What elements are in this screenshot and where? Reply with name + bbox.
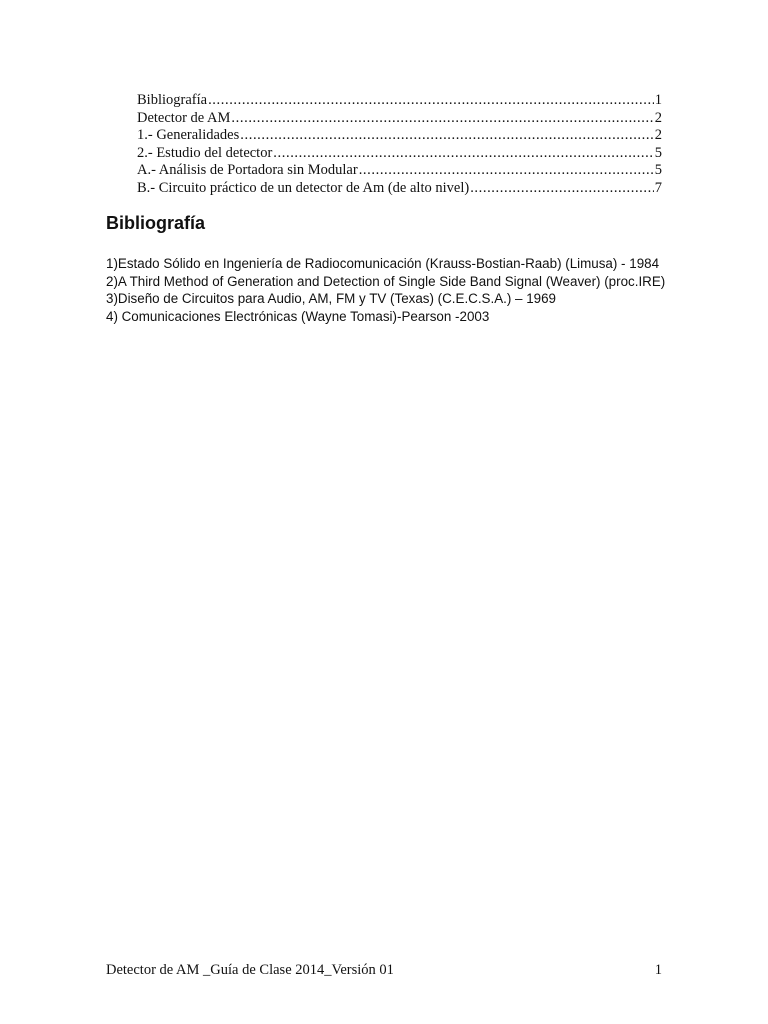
toc-entry-title: Detector de AM xyxy=(137,109,231,126)
toc-entry-estudio-del-detector[interactable] xyxy=(137,145,662,163)
toc-dot-leader xyxy=(240,127,653,145)
bibliography-list xyxy=(106,255,666,325)
toc-entry-title: Bibliografía xyxy=(137,92,208,108)
toc-entry-title: A.- Análisis de Portadora sin Modular xyxy=(137,162,358,179)
toc-entry-page: 1 xyxy=(654,92,662,108)
footer-document-title: Detector de AM _Guía de Clase 2014_Versión 01 xyxy=(106,962,394,978)
table-of-contents xyxy=(137,92,662,198)
toc-entry-generalidades[interactable] xyxy=(137,127,662,145)
toc-dot-leader xyxy=(470,180,654,198)
bibliography-item: 2)A Third Method of Generation and Detection of Single Side Band Signal (Weaver) (proc.IRE) xyxy=(106,273,666,289)
toc-dot-leader xyxy=(231,110,653,128)
page-footer xyxy=(106,961,662,979)
toc-entry-page: 7 xyxy=(654,179,662,196)
toc-entry-page: 5 xyxy=(654,162,662,179)
toc-entry-detector-de-am[interactable] xyxy=(137,110,662,128)
bibliography-item: 1)Estado Sólido en Ingeniería de Radiocomunicación (Krauss-Bostian-Raab) (Limusa) - 1984 xyxy=(106,256,660,271)
toc-entry-circuito-practico[interactable] xyxy=(137,180,662,198)
bibliography-item: 4) Comunicaciones Electrónicas (Wayne Tomasi)-Pearson -2003 xyxy=(106,308,490,324)
bibliography-heading: Bibliografía xyxy=(106,213,206,233)
toc-dot-leader xyxy=(273,145,653,163)
toc-entry-title: 1.- Generalidades xyxy=(137,127,240,144)
footer-page-number: 1 xyxy=(654,962,662,978)
toc-entry-title: 2.- Estudio del detector xyxy=(137,144,273,161)
toc-dot-leader xyxy=(208,92,654,110)
toc-entry-page: 5 xyxy=(654,144,662,161)
toc-entry-analisis-portadora[interactable] xyxy=(137,162,662,180)
toc-entry-page: 2 xyxy=(654,127,662,144)
bibliography-item: 3)Diseño de Circuitos para Audio, AM, FM y TV (Texas) (C.E.C.S.A.) – 1969 xyxy=(106,291,556,307)
toc-dot-leader xyxy=(359,162,654,180)
toc-entry-bibliografia[interactable] xyxy=(137,92,662,110)
toc-entry-title: B.- Circuito práctico de un detector de Am (de alto nivel) xyxy=(137,179,470,196)
toc-entry-page: 2 xyxy=(654,109,662,126)
